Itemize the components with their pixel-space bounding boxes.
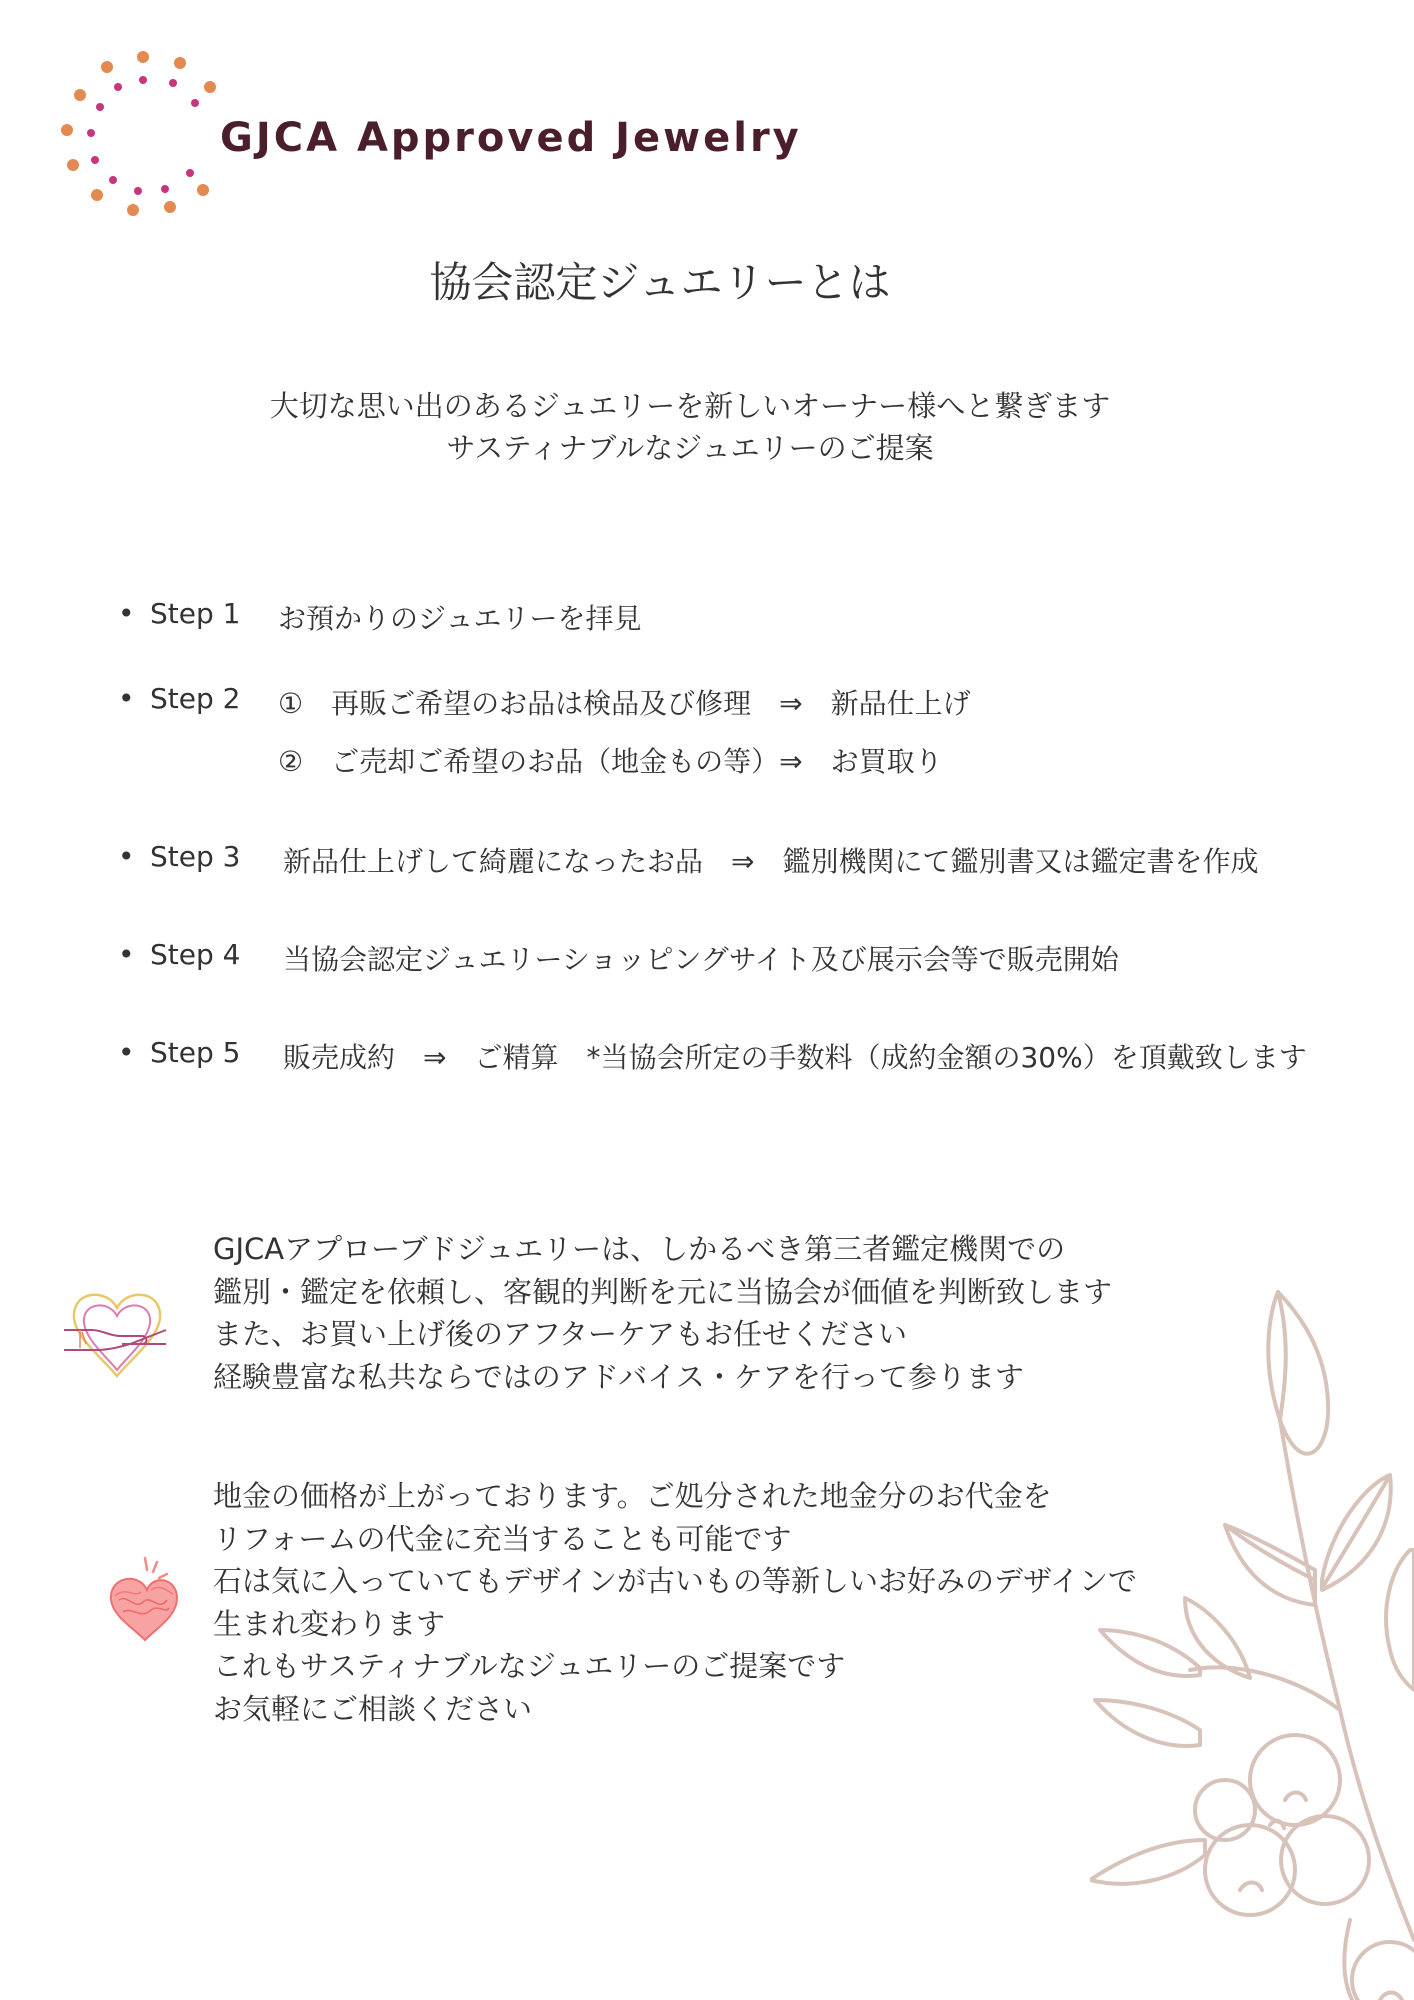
info-block-1 xyxy=(213,1228,1112,1398)
info-line: 石は気に入っていてもデザインが古いもの等新しいお好みのデザインで xyxy=(213,1564,1137,1598)
heart-handshake-icon xyxy=(62,1288,172,1383)
step-text: 当協会認定ジュエリーショッピングサイト及び展示会等で販売開始 xyxy=(283,943,1119,976)
step-text: お預かりのジュエリーを拝見 xyxy=(278,602,642,635)
step-text: 販売成約 ⇒ ご精算 *当協会所定の手数料（成約金額の30%）を頂戴致します xyxy=(283,1041,1307,1074)
step-label: Step 1 xyxy=(150,597,241,630)
info-line: 生まれ変わります xyxy=(213,1606,446,1641)
info-line: これもサスティナブルなジュエリーのご提案です xyxy=(213,1649,846,1683)
info-line: また、お買い上げ後のアフターケアもお任せください xyxy=(213,1317,907,1351)
bullet: • xyxy=(118,682,135,715)
info-line: 地金の価格が上がっております。ご処分された地金分のお代金を xyxy=(213,1479,1052,1513)
info-line: GJCAアプローブドジュエリーは、しかるべき第三者鑑定機関での xyxy=(213,1232,1066,1266)
brand-name: GJCA Approved Jewelry xyxy=(220,115,802,161)
step-label: Step 2 xyxy=(150,682,241,715)
step-label: Step 3 xyxy=(150,840,241,873)
bullet: • xyxy=(118,840,135,873)
subtitle xyxy=(0,385,1380,469)
subtitle-line-1: 大切な思い出のあるジュエリーを新しいオーナー様へと繋ぎます xyxy=(269,389,1111,423)
info-line: 鑑別・鑑定を依頼し、客観的判断を元に当協会が価値を判断致します xyxy=(213,1274,1113,1309)
step-label: Step 5 xyxy=(150,1036,241,1069)
botanical-branch-icon xyxy=(1090,1280,1414,2000)
step-text: ① 再販ご希望のお品は検品及び修理 ⇒ 新品仕上げ xyxy=(278,687,971,720)
info-line: リフォームの代金に充当することも可能です xyxy=(213,1521,792,1556)
step-text: 新品仕上げして綺麗になったお品 ⇒ 鑑別機関にて鑑別書又は鑑定書を作成 xyxy=(283,845,1259,878)
bullet: • xyxy=(118,938,135,971)
info-line: 経験豊富な私共ならではのアドバイス・ケアを行って参ります xyxy=(213,1359,1024,1394)
subtitle-line-2: サスティナブルなジュエリーのご提案 xyxy=(446,431,934,465)
bullet: • xyxy=(118,1036,135,1069)
step-label: Step 4 xyxy=(150,938,241,971)
scribble-heart-icon xyxy=(105,1550,190,1645)
bullet: • xyxy=(118,597,135,630)
step-text-sub: ② ご売却ご希望のお品（地金もの等）⇒ お買取り xyxy=(278,745,943,778)
info-block-2 xyxy=(213,1475,1137,1730)
dotted-c-logo-icon xyxy=(55,45,225,225)
page-title: 協会認定ジュエリーとは xyxy=(429,258,891,307)
info-line: お気軽にご相談ください xyxy=(213,1691,533,1726)
